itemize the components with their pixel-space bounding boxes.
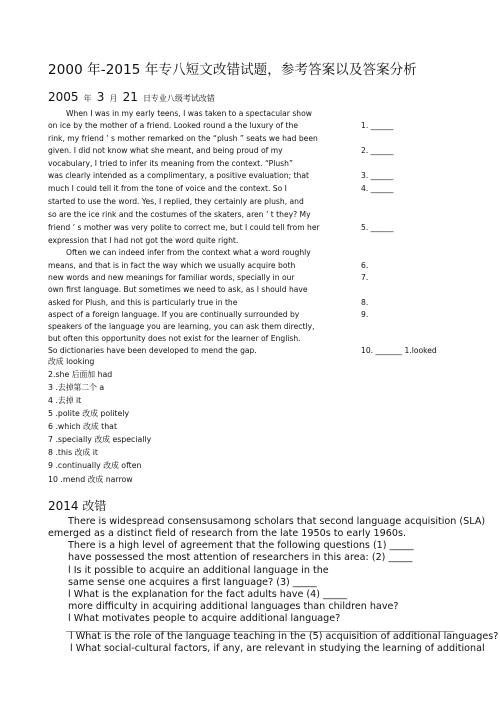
blank-number: 10. _______ 1.looked bbox=[361, 346, 437, 355]
passage-line: vocabulary, I tried to infer its meaning from the context. “Plush” bbox=[48, 159, 293, 168]
passage-line: aspect of a foreign language. If you are continually surrounded by bbox=[48, 310, 300, 319]
passage-line: rink, my friend ’ s mother remarked on the “plush ” seats we had been bbox=[48, 134, 318, 143]
passage-line: given. I did not know what she meant, and being proud of my bbox=[48, 146, 283, 155]
blank-number: 4. ______ bbox=[361, 184, 394, 193]
answer-line: 9 .continually 改成 often bbox=[48, 461, 142, 470]
passage-line: much I could tell it from the tone of voice and the context. So I bbox=[48, 184, 287, 193]
heading-day: 21 bbox=[122, 90, 138, 104]
passage-line: Often we can indeed infer from the context what a word roughly bbox=[66, 248, 311, 257]
passage-2014-line: l What is the role of the language teaching in the (5) acquisition of additional languages? bbox=[70, 631, 499, 642]
passage-line: When I was in my early teens, I was taken to a spectacular show bbox=[66, 109, 312, 118]
passage-2014-line: l Is it possible to acquire an additional language in the bbox=[68, 565, 329, 576]
blank-number: 5. ______ bbox=[361, 223, 394, 232]
passage-2014-line: l What is the explanation for the fact adults have (4) _____ bbox=[68, 589, 348, 600]
answer-line: 2.she 后面加 had bbox=[48, 370, 113, 379]
passage-line: on ice by the mother of a friend. Looked round a the luxury of the bbox=[48, 121, 299, 130]
passage-line: expression that I had not got the word quite right. bbox=[48, 236, 239, 245]
blank-number: 2. ______ bbox=[361, 146, 394, 155]
heading-year-suffix: 年 bbox=[83, 94, 92, 103]
passage-line: own first language. But sometimes we need to ask, as I should have bbox=[48, 285, 308, 294]
passage-2014-line: There is widespread consensusamong scholars that second language acquisition (SLA) bbox=[68, 516, 486, 527]
passage-2014-line: more difficulty in acquiring additional languages than children have? bbox=[68, 601, 399, 612]
answer-line: 改成 looking bbox=[48, 357, 95, 366]
passage-line: new words and new meanings for familiar words, specially in our bbox=[48, 273, 295, 282]
answer-line: 7 .specially 改成 especially bbox=[48, 435, 152, 444]
page-title: 2000 年-2015 年专八短文改错试题，参考答案以及答案分析 bbox=[48, 62, 417, 78]
heading-month-suffix: 月 bbox=[109, 94, 118, 103]
passage-2014-line: l What social-cultural factors, if any, are relevant in studying the learning of additional bbox=[70, 643, 485, 654]
passage-line: but often this opportunity does not exist for the learner of English. bbox=[48, 334, 301, 343]
answer-line: 4 .去掉 it bbox=[48, 396, 82, 405]
heading-year: 2005 bbox=[48, 90, 79, 104]
passage-line: means, and that is in fact the way which we usually acquire both bbox=[48, 261, 296, 270]
passage-line: So dictionaries have been developed to mend the gap. bbox=[48, 346, 257, 355]
blank-number: 3. ______ bbox=[361, 171, 394, 180]
passage-2014-line: l What motivates people to acquire additional language? bbox=[68, 613, 341, 624]
answer-line: 3 .去掉第二个 a bbox=[48, 383, 105, 392]
blank-number: 7. bbox=[361, 273, 369, 282]
answer-line: 8 .this 改成 it bbox=[48, 448, 98, 457]
passage-line: was clearly intended as a complimentary, a positive evaluation; that bbox=[48, 171, 310, 180]
passage-line: speakers of the language you are learning, you can ask them directly, bbox=[48, 322, 315, 331]
section-2014-heading: 2014 改错 bbox=[48, 499, 107, 513]
passage-line: started to use the word. Yes, I replied, they certainly are plush, and bbox=[48, 197, 304, 206]
blank-number: 9. bbox=[361, 310, 369, 319]
answer-line: 6 .which 改成 that bbox=[48, 422, 118, 431]
passage-line: friend ’ s mother was very polite to correct me, but I could tell from her bbox=[48, 223, 320, 232]
passage-line: asked for Plush, and this is particularly true in the bbox=[48, 298, 238, 307]
passage-2014-line: emerged as a distinct field of research from the late 1950s to early 1960s. bbox=[48, 528, 407, 539]
blank-number: 1. ______ bbox=[361, 121, 394, 130]
blank-number: 8. bbox=[361, 298, 369, 307]
answer-line: 10 .mend 改成 narrow bbox=[48, 475, 133, 484]
passage-2014-line: have possessed the most attention of researchers in this area: (2) _____ bbox=[68, 552, 413, 563]
blank-number: 6. bbox=[361, 261, 369, 270]
passage-2014-line: There is a high level of agreement that the following questions (1) _____ bbox=[68, 540, 414, 551]
heading-day-suffix: 日专业八级考试改错 bbox=[142, 94, 215, 103]
passage-line: so are the ice rink and the costumes of the skaters, aren ’ t they? My bbox=[48, 210, 311, 219]
heading-month: 3 bbox=[96, 90, 105, 104]
section-2005-heading bbox=[48, 86, 215, 105]
passage-2014-line: same sense one acquires a first language? (3) _____ bbox=[68, 577, 317, 588]
answer-line: 5 .polite 改成 politely bbox=[48, 409, 130, 418]
